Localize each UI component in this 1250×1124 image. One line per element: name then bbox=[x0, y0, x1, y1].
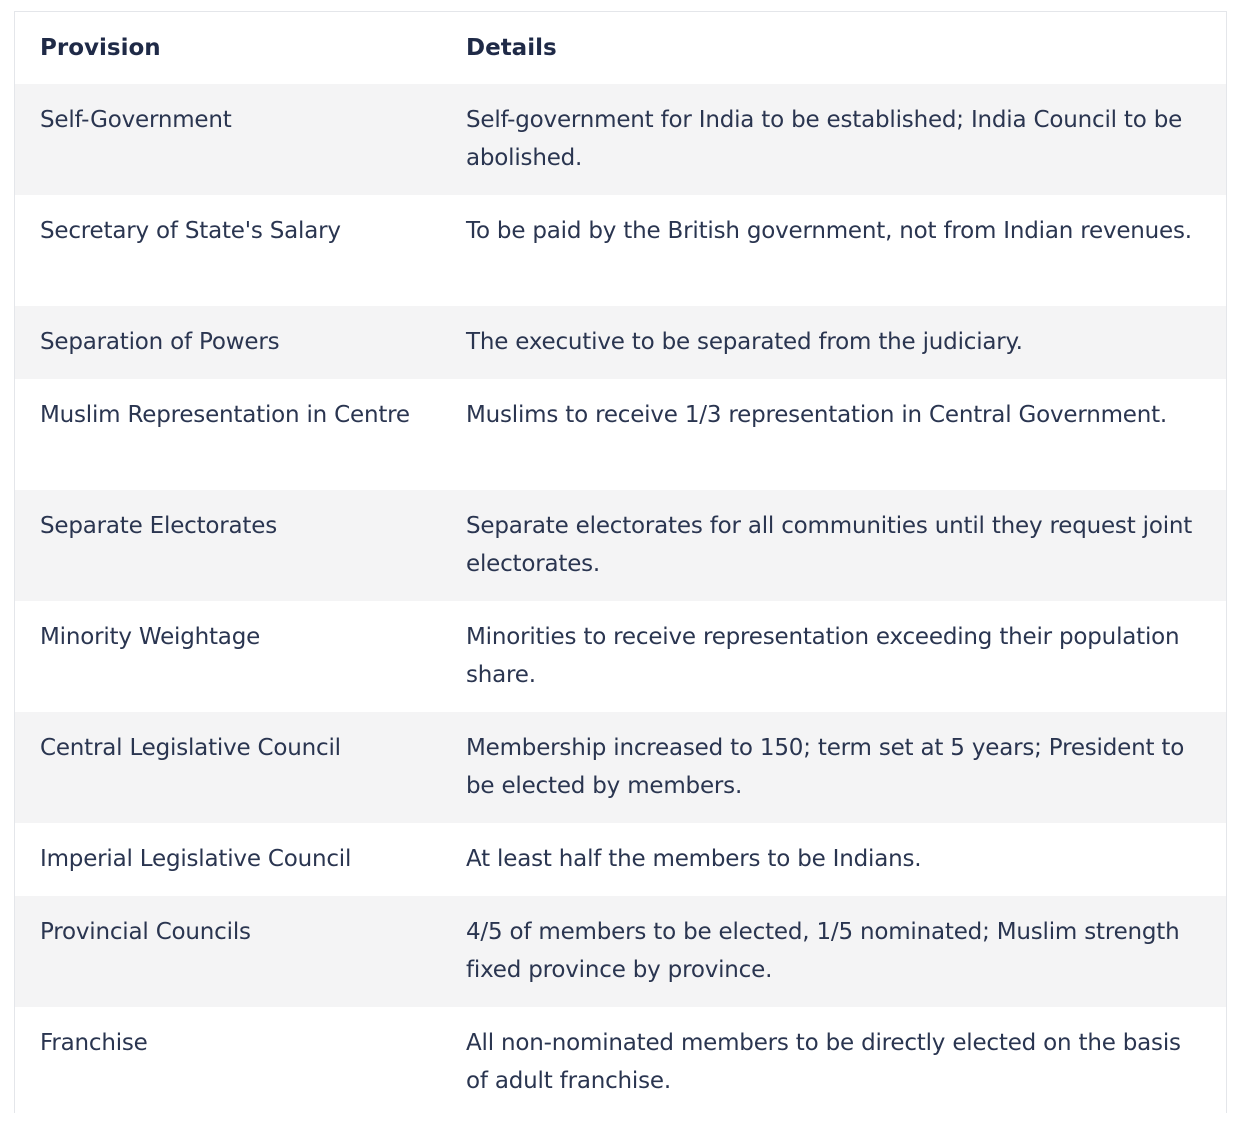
cell-provision: Imperial Legislative Council bbox=[40, 846, 352, 872]
cell-details: Muslims to receive 1/3 representation in Central Government. bbox=[466, 402, 1168, 428]
table-header-row bbox=[15, 12, 1226, 84]
cell-details: Self-government for India to be established; India Council to be abolished. bbox=[466, 107, 1183, 171]
cell-details: All non-nominated members to be directly elected on the basis of adult franchise. bbox=[466, 1030, 1181, 1094]
cell-provision: Muslim Representation in Centre bbox=[40, 402, 410, 428]
table-row bbox=[15, 712, 1226, 823]
table-row bbox=[15, 601, 1226, 712]
table-row bbox=[15, 306, 1226, 379]
cell-details: Separate electorates for all communities until they request joint electorates. bbox=[466, 513, 1193, 577]
cell-provision: Minority Weightage bbox=[40, 624, 261, 650]
table-row bbox=[15, 1007, 1226, 1118]
table-row bbox=[15, 823, 1226, 896]
cell-provision: Secretary of State's Salary bbox=[40, 218, 341, 244]
cell-details: Membership increased to 150; term set at 5 years; President to be elected by members. bbox=[466, 735, 1185, 799]
cell-details: At least half the members to be Indians. bbox=[466, 846, 922, 872]
table-row bbox=[15, 84, 1226, 195]
cell-provision: Separate Electorates bbox=[40, 513, 277, 539]
table-row bbox=[15, 896, 1226, 1007]
provisions-table-container bbox=[14, 11, 1227, 1113]
cell-details: Minorities to receive representation exceeding their population share. bbox=[466, 624, 1180, 688]
cell-details: To be paid by the British government, not from Indian revenues. bbox=[466, 218, 1192, 244]
cell-provision: Provincial Councils bbox=[40, 919, 251, 945]
cell-provision: Separation of Powers bbox=[40, 329, 280, 355]
cell-provision: Self-Government bbox=[40, 107, 232, 133]
cell-details: 4/5 of members to be elected, 1/5 nominated; Muslim strength fixed province by province. bbox=[466, 919, 1180, 983]
cell-details: The executive to be separated from the judiciary. bbox=[466, 329, 1023, 355]
cell-provision: Franchise bbox=[40, 1030, 148, 1056]
table-row bbox=[15, 490, 1226, 601]
table-row bbox=[15, 379, 1226, 490]
header-details: Details bbox=[441, 12, 1226, 84]
table-row bbox=[15, 195, 1226, 306]
provisions-table bbox=[15, 12, 1226, 1118]
header-provision: Provision bbox=[15, 12, 441, 84]
cell-provision: Central Legislative Council bbox=[40, 735, 341, 761]
